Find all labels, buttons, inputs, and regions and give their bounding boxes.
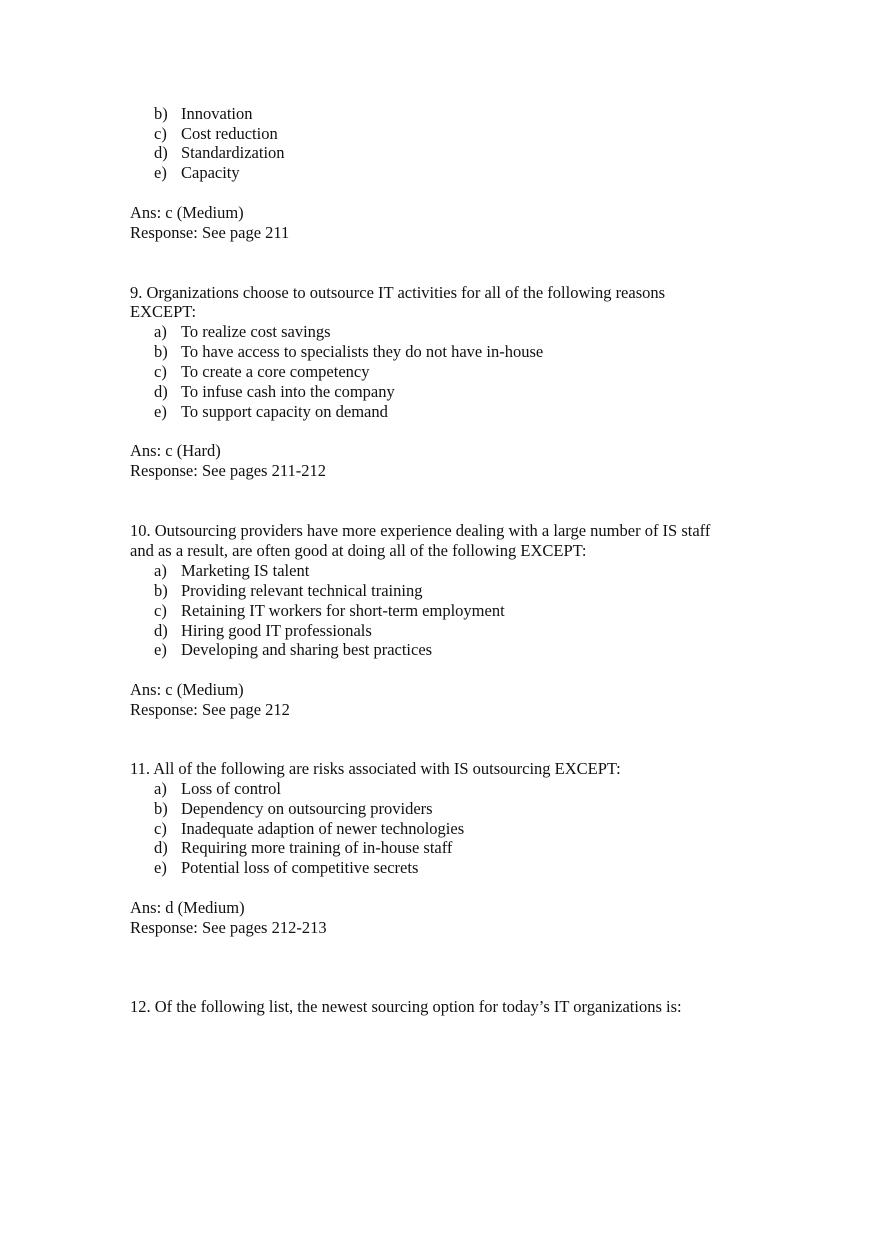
option-item (0, 779, 700, 799)
option-text: Requiring more training of in-house staff (181, 838, 453, 857)
option-item (0, 163, 700, 183)
option-letter: d) (154, 621, 168, 640)
response-line: Response: See page 211 (130, 223, 290, 242)
option-text: Marketing IS talent (181, 561, 310, 580)
option-letter: c) (154, 362, 167, 381)
option-item (0, 402, 700, 422)
option-text: Providing relevant technical training (181, 581, 423, 600)
option-letter: b) (154, 799, 168, 818)
option-text: Loss of control (181, 779, 281, 798)
option-letter: b) (154, 581, 168, 600)
option-letter: c) (154, 819, 167, 838)
option-text: Developing and sharing best practices (181, 640, 433, 659)
option-item (0, 143, 700, 163)
option-item (0, 382, 700, 402)
option-item (0, 838, 700, 858)
option-item (0, 601, 700, 621)
response-line: Response: See pages 211-212 (130, 461, 326, 480)
answer-line: Ans: c (Medium) (130, 203, 244, 222)
option-letter: d) (154, 143, 168, 162)
option-letter: a) (154, 779, 167, 798)
option-letter: d) (154, 382, 168, 401)
option-text: Capacity (181, 163, 240, 182)
option-text: Potential loss of competitive secrets (181, 858, 419, 877)
option-item (0, 799, 700, 819)
option-letter: e) (154, 640, 167, 659)
option-text: Inadequate adaption of newer technologies (181, 819, 465, 838)
option-letter: d) (154, 838, 168, 857)
option-text: Cost reduction (181, 124, 278, 143)
option-letter: e) (154, 402, 167, 421)
option-letter: b) (154, 342, 168, 361)
option-item (0, 342, 700, 362)
question-10-stem-cont: and as a result, are often good at doing all of the following EXCEPT: (130, 541, 587, 560)
option-text: To realize cost savings (181, 322, 331, 341)
option-letter: c) (154, 601, 167, 620)
option-text: To infuse cash into the company (181, 382, 395, 401)
option-item (0, 621, 700, 641)
question-10-stem: 10. Outsourcing providers have more experience dealing with a large number of IS staff (130, 521, 711, 540)
option-item (0, 362, 700, 382)
option-text: Hiring good IT professionals (181, 621, 372, 640)
option-item (0, 124, 700, 144)
option-text: To have access to specialists they do not have in-house (181, 342, 544, 361)
option-item (0, 858, 700, 878)
option-text: Standardization (181, 143, 285, 162)
option-text: To create a core competency (181, 362, 370, 381)
response-line: Response: See pages 212-213 (130, 918, 327, 937)
option-letter: b) (154, 104, 168, 123)
answer-line: Ans: c (Hard) (130, 441, 221, 460)
question-12-stem: 12. Of the following list, the newest sourcing option for today’s IT organizations is: (130, 997, 682, 1016)
answer-line: Ans: d (Medium) (130, 898, 245, 917)
option-letter: c) (154, 124, 167, 143)
answer-line: Ans: c (Medium) (130, 680, 244, 699)
option-item (0, 561, 700, 581)
question-9-stem-cont: EXCEPT: (130, 302, 197, 321)
option-letter: a) (154, 322, 167, 341)
option-item (0, 104, 700, 124)
option-item (0, 322, 700, 342)
option-text: To support capacity on demand (181, 402, 388, 421)
option-text: Innovation (181, 104, 253, 123)
option-item (0, 640, 700, 660)
question-9-stem: 9. Organizations choose to outsource IT activities for all of the following reasons (130, 283, 666, 302)
option-text: Dependency on outsourcing providers (181, 799, 433, 818)
option-text: Retaining IT workers for short-term employment (181, 601, 505, 620)
option-item (0, 581, 700, 601)
option-letter: a) (154, 561, 167, 580)
question-11-stem: 11. All of the following are risks associated with IS outsourcing EXCEPT: (130, 759, 621, 778)
option-letter: e) (154, 858, 167, 877)
option-letter: e) (154, 163, 167, 182)
response-line: Response: See page 212 (130, 700, 290, 719)
option-item (0, 819, 700, 839)
